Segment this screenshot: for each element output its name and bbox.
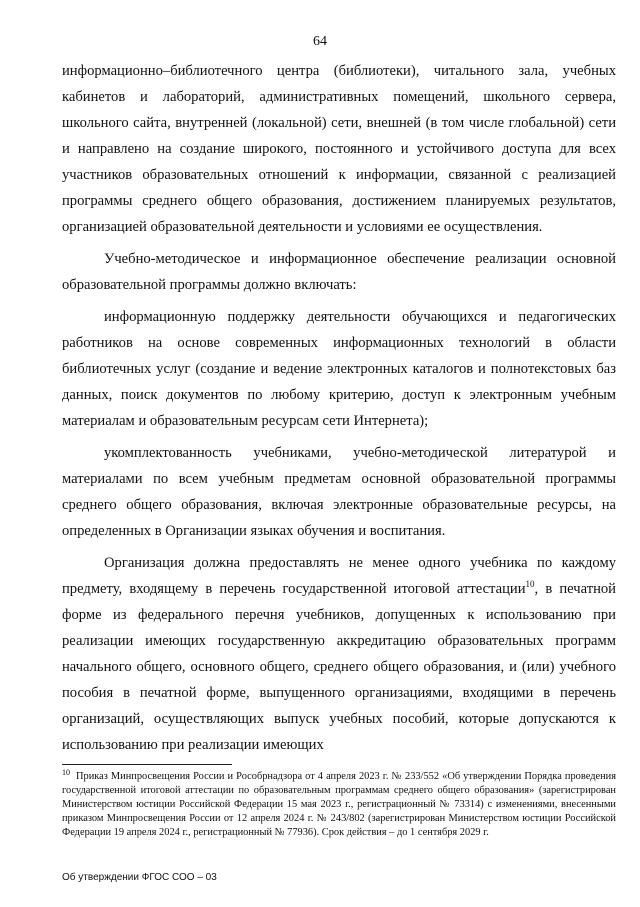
paragraph-5-start: Организация должна предоставлять не менее одного учебника по каждому предмету, входящему в перечень государственной итоговой аттестации <box>62 555 616 597</box>
footnote <box>62 767 616 840</box>
footnote-text: Приказ Минпросвещения России и Рособрнадзора от 4 апреля 2023 г. № 233/552 «Об утверждении Порядка проведения государственной итоговой аттестации по образовательным программам среднего общего образования» (зарегистрирован Министерством юстиции Российской Федерации 15 мая 2023 г., регистрационный № 73314) с изменениями, внесенными приказом Минпросвещения России от 12 апреля 2024 г. № 243/802 (зарегистрирован Министерством юстиции Российской Федерации 19 апреля 2024 г., регистрационный № 77936). Срок действия – до 1 сентября 2029 г. <box>62 771 616 838</box>
paragraph-1: информационно–библиотечного центра (библиотеки), читального зала, учебных кабинетов и лабораторий, административных помещений, школьного сервера, школьного сайта, внутренней (локальной) сети, внешней (в том числе глобальной) сети и направлено на создание широкого, постоянного и устойчивого доступа для всех участников образовательных отношений к информации, связанной с реализацией программы среднего общего образования, достижением планируемых результатов, организацией образовательной деятельности и условиями ее осуществления. <box>62 63 616 235</box>
paragraph-2: Учебно-методическое и информационное обеспечение реализации основной образовательной программы должно включать: <box>62 251 616 293</box>
paragraph-5-end: , в печатной форме из федерального перечня учебников, допущенных к использованию при реализации имеющих государственную аккредитацию образовательных программ начального общего, основного общего, среднего общего образования, и (или) учебного пособия в печатной форме, выпущенного организациями, входящими в перечень организаций, осуществляющих выпуск учебных пособий, которые допускаются к использованию при реализации имеющих <box>62 581 616 753</box>
paragraph-4: укомплектованность учебниками, учебно-методической литературой и материалами по всем учебным предметам основной образовательной программы среднего общего образования, включая электронные образовательные ресурсы, на определенных в Организации языках обучения и воспитания. <box>62 445 616 539</box>
page-footer: Об утверждении ФГОС СОО – 03 <box>62 872 217 883</box>
footnote-divider <box>62 764 232 765</box>
body-text <box>62 58 616 758</box>
page-number: 64 <box>313 34 327 49</box>
footnote-mark: 10 <box>62 767 70 777</box>
paragraph-5 <box>62 550 616 758</box>
footnote-reference[interactable]: 10 <box>525 579 535 590</box>
paragraph-3: информационную поддержку деятельности обучающихся и педагогических работников на основе современных информационных технологий в области библиотечных услуг (создание и ведение электронных каталогов и полнотекстовых баз данных, поиск документов по любому критерию, доступ к электронным учебным материалам и образовательным ресурсам сети Интернета); <box>62 309 616 429</box>
